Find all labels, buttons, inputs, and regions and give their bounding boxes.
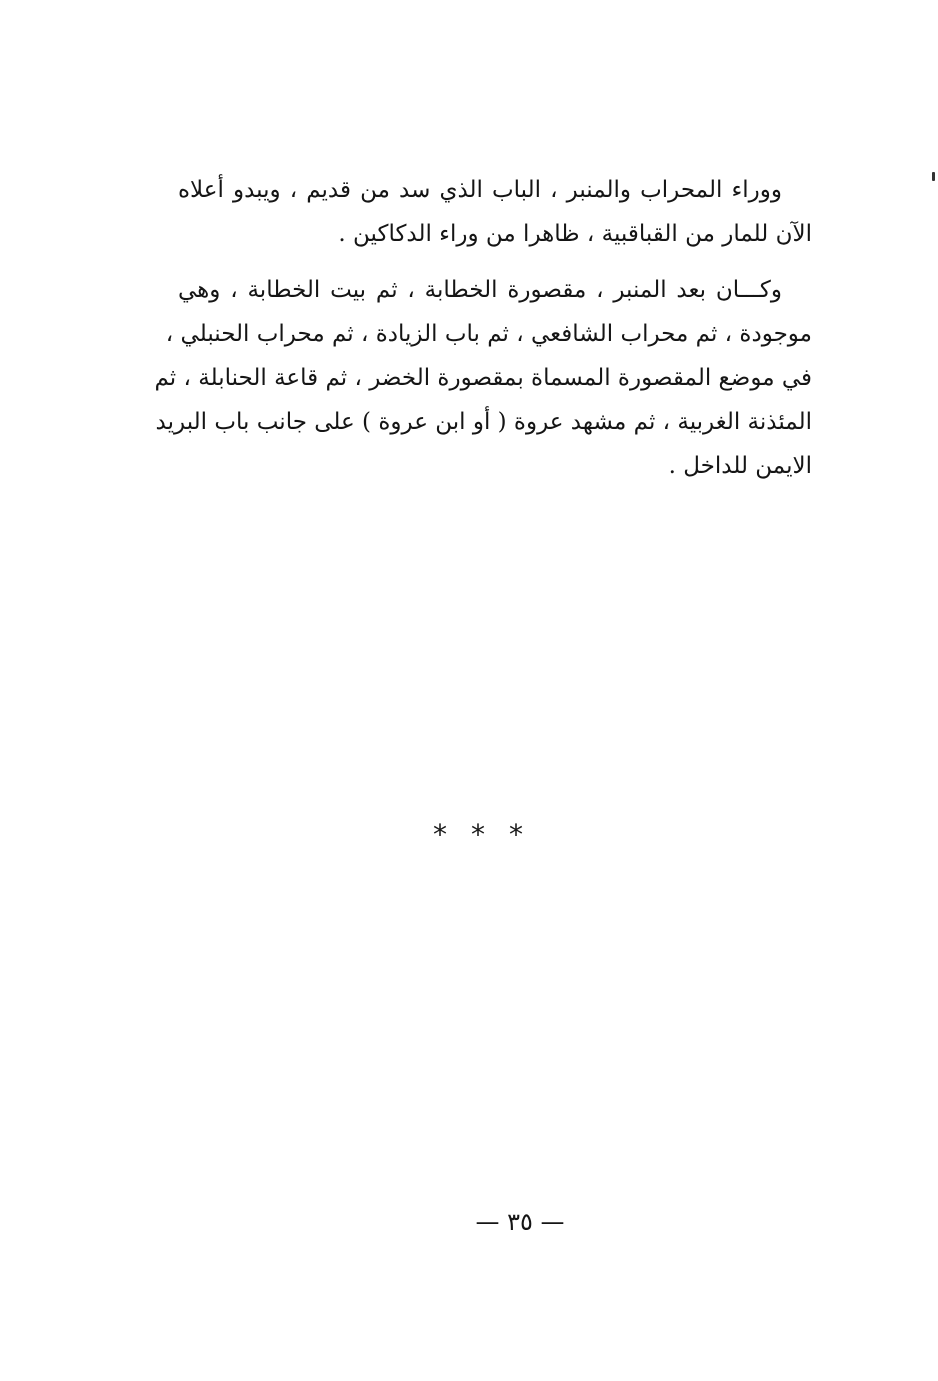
section-divider: *** bbox=[433, 818, 547, 851]
paragraph-2-line-3: في موضع المقصورة المسماة بمقصورة الخضر ، ثم قاعة الحنابلة ، ثم bbox=[154, 365, 812, 391]
paragraph-1-line-2: الآن للمار من القباقبية ، ظاهرا من وراء الدكاكين . bbox=[338, 221, 812, 247]
body-text bbox=[154, 168, 812, 488]
paragraph-2 bbox=[154, 268, 812, 488]
paragraph-1-line-1: ووراء المحراب والمنبر ، الباب الذي سد من قديم ، ويبدو أعلاه bbox=[178, 177, 782, 203]
paragraph-2-line-1: وكـــان بعد المنبر ، مقصورة الخطابة ، ثم بيت الخطابة ، وهي bbox=[178, 277, 782, 303]
scan-edge-mark bbox=[932, 172, 935, 181]
paragraph-2-line-5: الايمن للداخل . bbox=[668, 453, 812, 479]
page-number: — ٣٥ — bbox=[475, 1208, 565, 1236]
paragraph-1 bbox=[178, 168, 812, 256]
paragraph-2-line-2: موجودة ، ثم محراب الشافعي ، ثم باب الزيادة ، ثم محراب الحنبلي ، bbox=[165, 321, 812, 347]
paragraph-2-line-4: المئذنة الغربية ، ثم مشهد عروة ( أو ابن عروة ) على جانب باب البريد bbox=[155, 409, 812, 435]
